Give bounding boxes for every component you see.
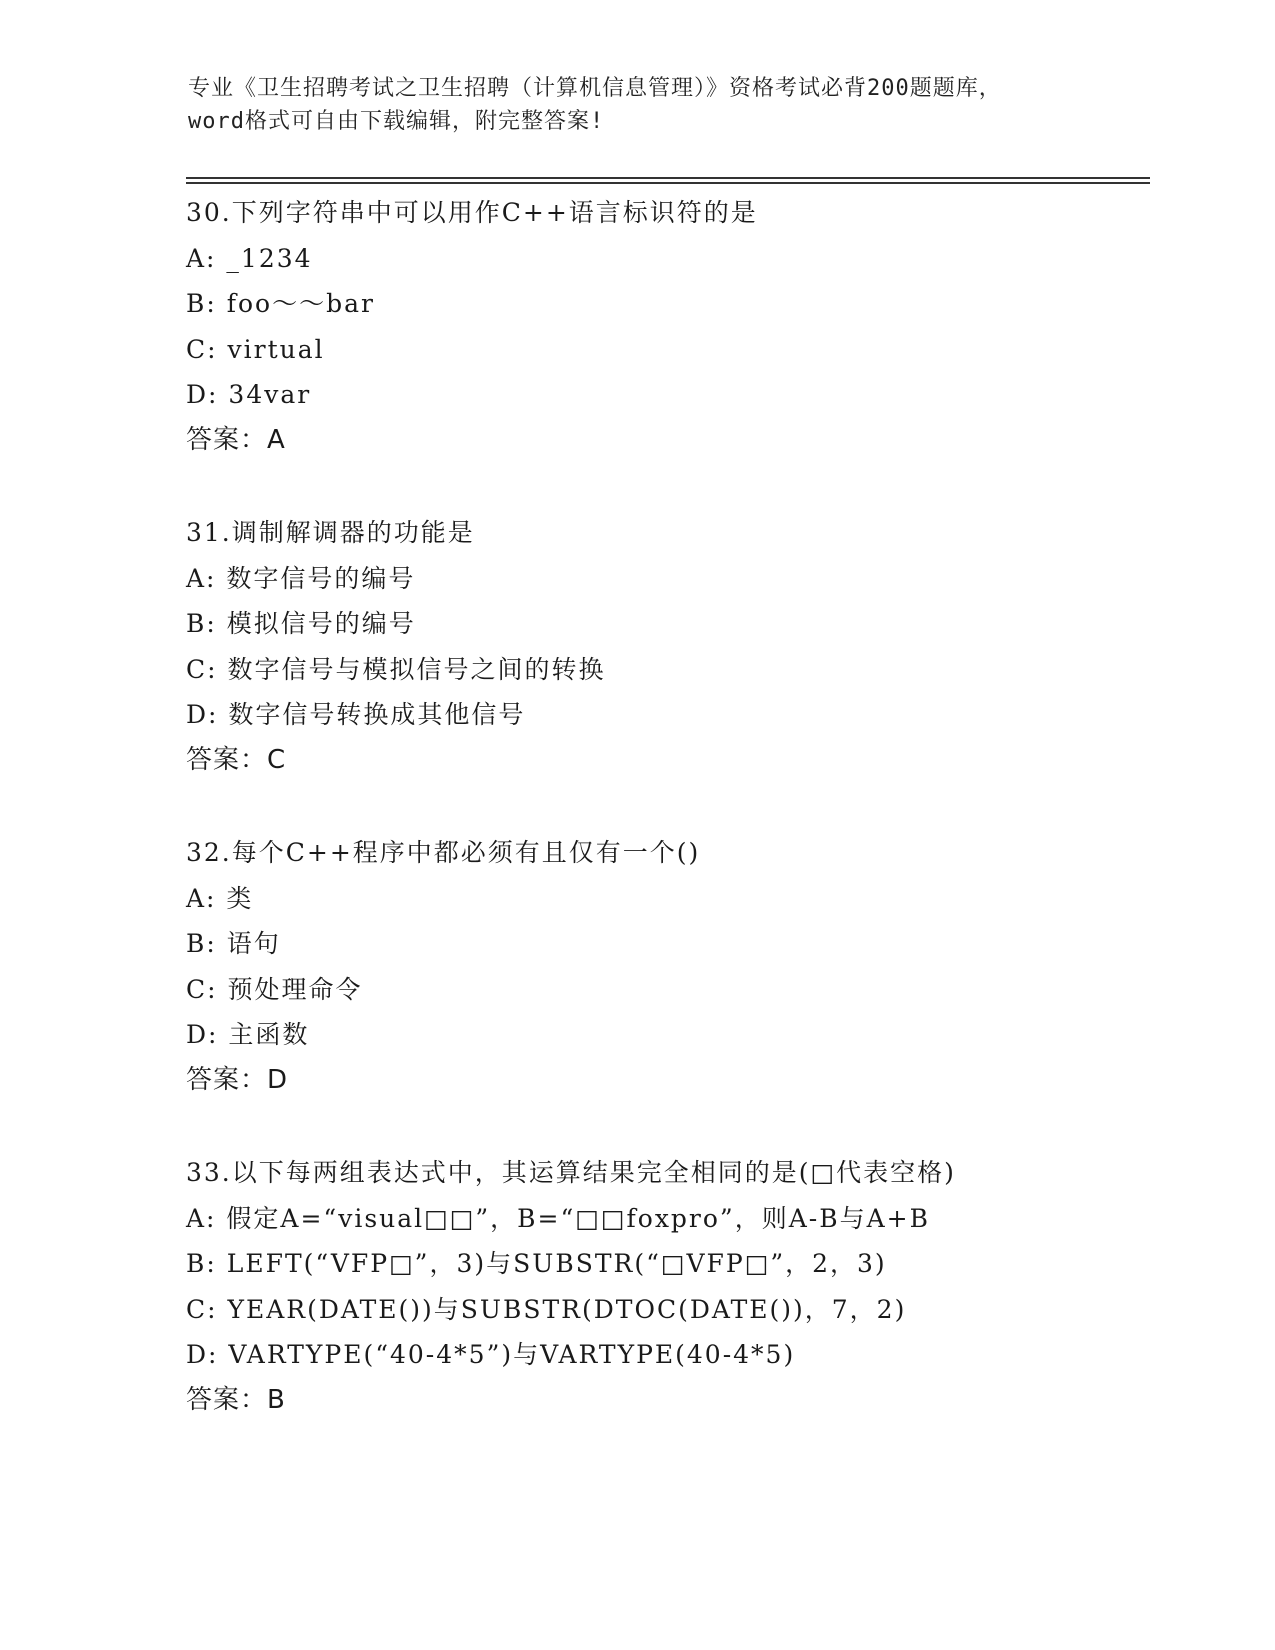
header-divider-bottom bbox=[186, 182, 1150, 184]
answer: 答案：B bbox=[186, 1384, 286, 1415]
option-a: A: _1234 bbox=[186, 243, 313, 273]
question-stem: 32.每个C++程序中都必须有且仅有一个() bbox=[186, 838, 701, 867]
option-b: B: foo～～bar bbox=[186, 289, 375, 319]
question-stem: 30.下列字符串中可以用作C++语言标识符的是 bbox=[186, 198, 758, 227]
answer: 答案：D bbox=[186, 1064, 289, 1095]
option-d: D: 34var bbox=[186, 380, 312, 410]
option-a: A: 数字信号的编号 bbox=[186, 563, 416, 593]
answer: 答案：C bbox=[186, 744, 287, 775]
option-a: A: 假定A=“visual□□”，B=“□□foxpro”，则A-B与A+B bbox=[186, 1203, 930, 1233]
option-d: D: 数字信号转换成其他信号 bbox=[186, 700, 526, 730]
option-b: B: LEFT(“VFP□”，3)与SUBSTR(“□VFP□”，2，3) bbox=[186, 1249, 887, 1279]
option-d: D: VARTYPE(“40-4*5”)与VARTYPE(40-4*5) bbox=[186, 1340, 796, 1370]
option-c: C: YEAR(DATE())与SUBSTR(DTOC(DATE())，7，2) bbox=[186, 1294, 907, 1324]
option-d: D: 主函数 bbox=[186, 1020, 310, 1050]
option-b: B: 语句 bbox=[186, 929, 281, 959]
header-line-1: 专业《卫生招聘考试之卫生招聘（计算机信息管理）》资格考试必背200题题库， bbox=[188, 76, 1002, 101]
question-stem: 31.调制解调器的功能是 bbox=[186, 518, 475, 547]
answer: 答案：A bbox=[186, 424, 286, 455]
option-c: C: 预处理命令 bbox=[186, 974, 363, 1004]
question-list bbox=[186, 190, 1146, 1470]
question-31 bbox=[186, 510, 1146, 830]
question-30 bbox=[186, 190, 1146, 510]
option-c: C: 数字信号与模拟信号之间的转换 bbox=[186, 654, 606, 684]
header-line-2: word格式可自由下载编辑，附完整答案! bbox=[188, 109, 605, 134]
option-c: C: virtual bbox=[186, 334, 325, 364]
header-divider-top bbox=[186, 177, 1150, 179]
document-header bbox=[188, 72, 1088, 138]
question-33 bbox=[186, 1150, 1146, 1470]
question-stem: 33.以下每两组表达式中，其运算结果完全相同的是(□代表空格) bbox=[186, 1158, 956, 1187]
question-32 bbox=[186, 830, 1146, 1150]
option-b: B: 模拟信号的编号 bbox=[186, 609, 416, 639]
option-a: A: 类 bbox=[186, 883, 254, 913]
